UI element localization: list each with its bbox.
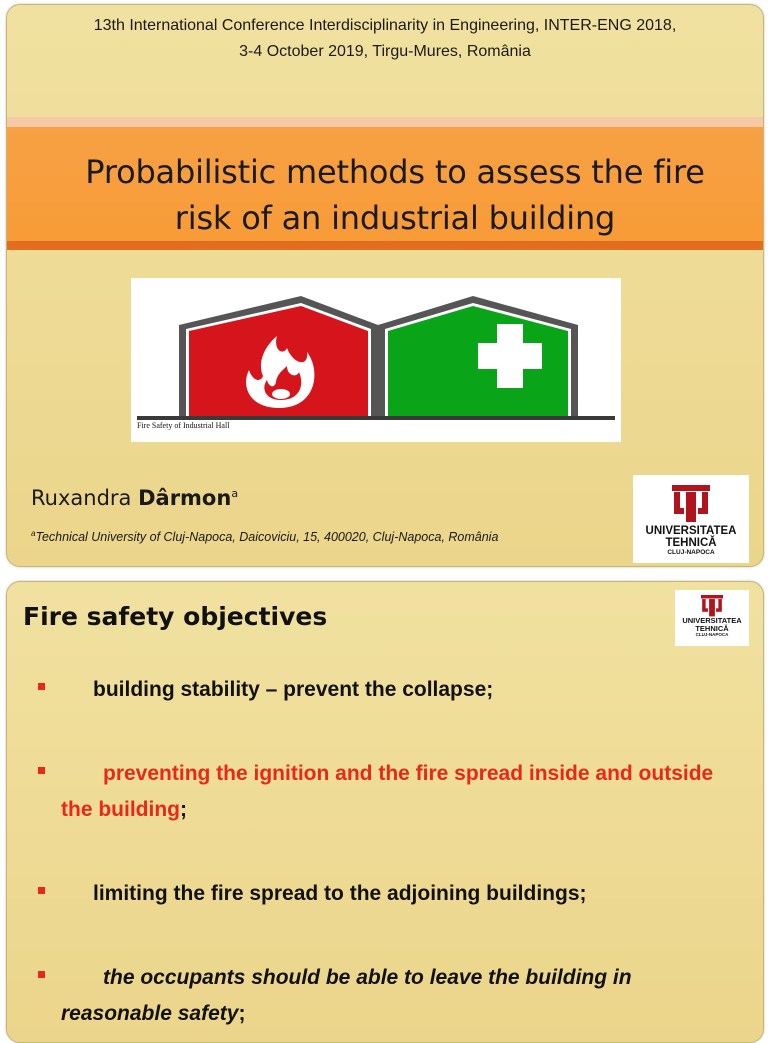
- conference-header: [7, 13, 763, 65]
- slide-title-line-1: Probabilistic methods to assess the fire: [85, 153, 705, 191]
- author-mark: a: [231, 487, 239, 500]
- bullet-text: limiting the fire spread to the adjoining buildings;: [93, 882, 587, 905]
- author-last-name: Dârmon: [138, 486, 232, 510]
- ground-line: [137, 416, 615, 420]
- bullet-item: [23, 756, 743, 828]
- university-logo-icon: [699, 595, 725, 617]
- logo-small-line-2: TEHNICĂ: [695, 623, 729, 633]
- objectives-title: Fire safety objectives: [23, 602, 328, 631]
- affiliation-mark: a: [31, 529, 36, 538]
- bullet-text-end: ;: [179, 798, 187, 821]
- author-name: [31, 486, 238, 510]
- fire-safety-illustration: [131, 278, 621, 442]
- bullet-text: building stability – prevent the collapse;: [93, 678, 494, 701]
- university-logo: [633, 475, 749, 563]
- industrial-hall-figure: [131, 278, 621, 442]
- logo-small-line-3: CLUJ-NAPOCA: [695, 631, 729, 637]
- title-band: [7, 127, 763, 250]
- logo-line-3: CLUJ-NAPOCA: [667, 549, 715, 557]
- bullet-item: [23, 876, 743, 912]
- slide-title-line-2: risk of an industrial building: [174, 199, 616, 237]
- logo-line-1: UNIVERSITATEA: [645, 525, 737, 537]
- title-slide: [6, 4, 764, 567]
- logo-line-2: TEHNICĂ: [665, 537, 717, 550]
- bullet-text-italic: the occupants should be able to leave the building in reasonable safety: [61, 966, 632, 1025]
- divider-band: [7, 117, 763, 127]
- title-underline: [7, 241, 763, 250]
- bullet-marker: [38, 683, 45, 690]
- university-logo-icon: [670, 485, 712, 523]
- bullet-item: [23, 672, 743, 708]
- author-first-name: Ruxandra: [31, 486, 132, 510]
- conference-line-2: 3-4 October 2019, Tirgu-Mures, România: [239, 43, 531, 60]
- bullet-item: [23, 960, 743, 1032]
- bullet-marker: [38, 971, 45, 978]
- university-logo-small: [675, 590, 749, 646]
- logo-small-line-1: UNIVERSITATEA: [682, 616, 742, 625]
- bullet-marker: [38, 887, 45, 894]
- bullet-text-highlight: preventing the ignition and the fire spread inside and outside the building: [61, 762, 714, 821]
- conference-line-1: 13th International Conference Interdisciplinarity in Engineering, INTER-ENG 2018,: [93, 17, 677, 34]
- affiliation: [31, 529, 498, 544]
- affiliation-text: Technical University of Cluj-Napoca, Daicoviciu, 15, 400020, Cluj-Napoca, România: [35, 530, 499, 545]
- figure-caption: Fire Safety of Industrial Hall: [137, 421, 230, 430]
- bullet-text-end: ;: [238, 1002, 246, 1025]
- bullet-marker: [38, 767, 45, 774]
- slide-title: [27, 149, 763, 241]
- objectives-slide: [6, 581, 764, 1043]
